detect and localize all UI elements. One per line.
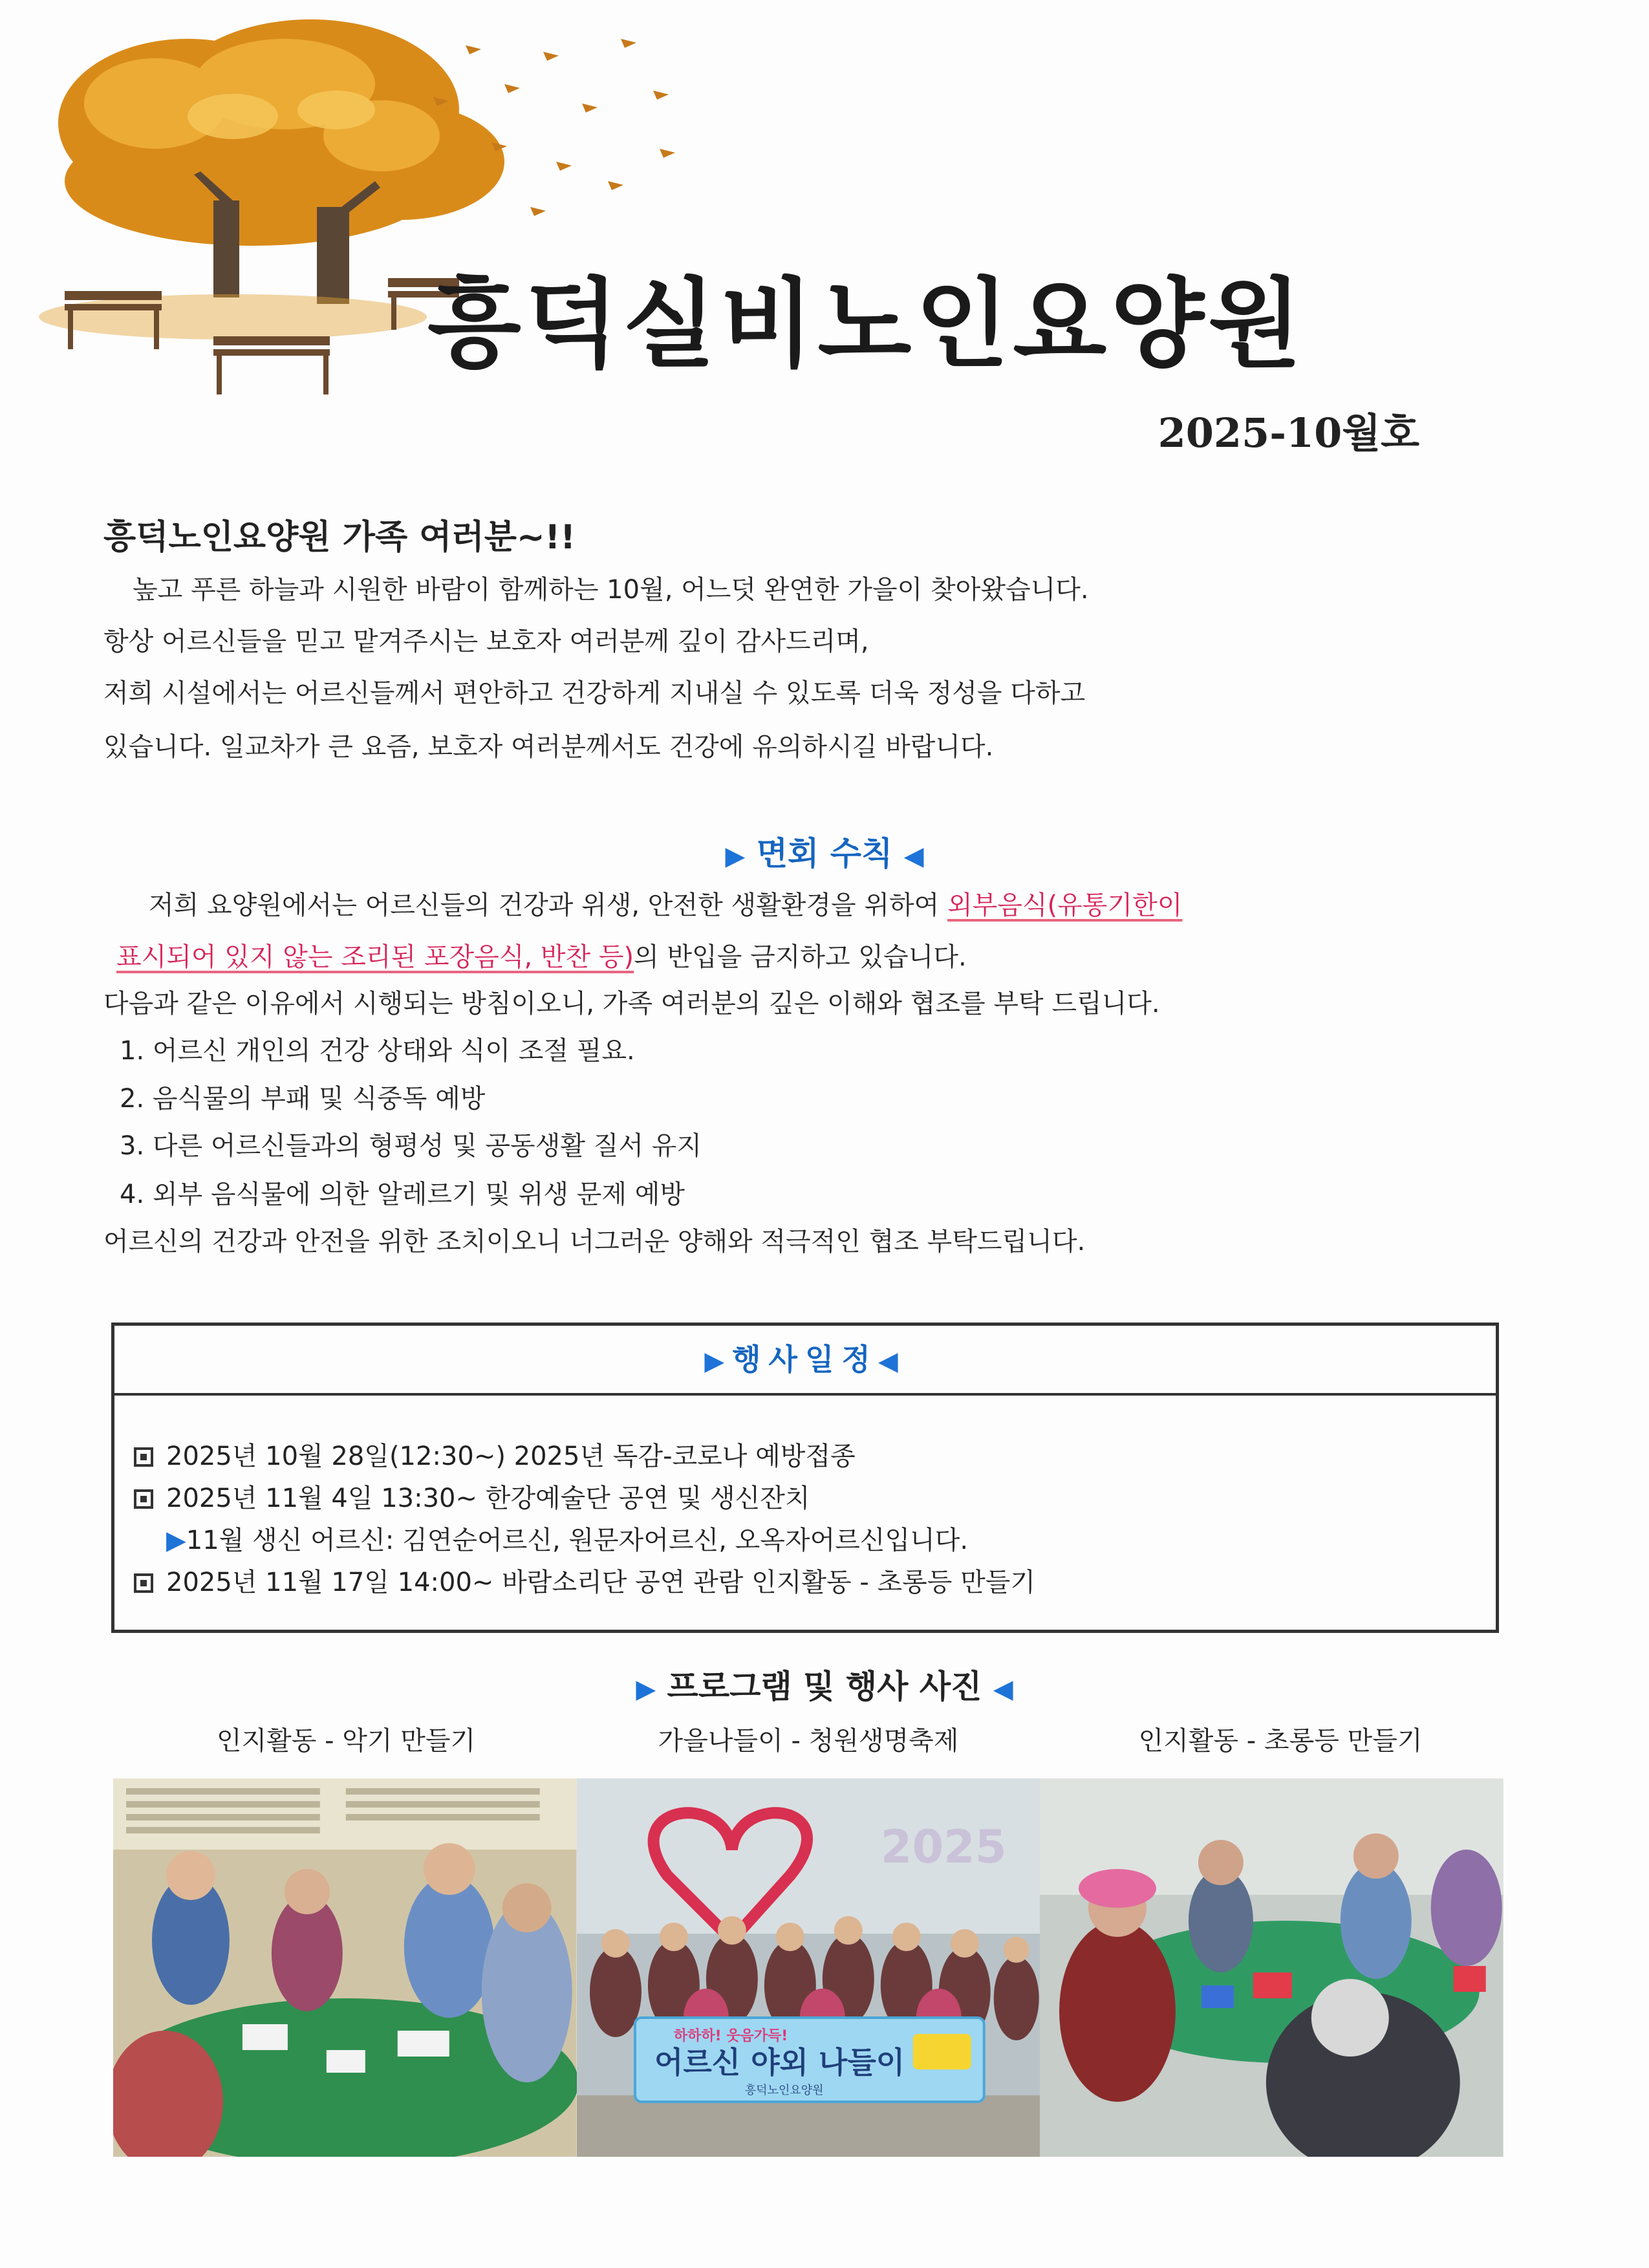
schedule-subnote (166, 1520, 968, 1557)
greeting-line: 높고 푸른 하늘과 시원한 바람이 함께하는 10월, 어느덧 완연한 가을이 찾아왔습니다. (133, 575, 1089, 605)
schedule-item-text: 2025년 11월 17일 14:00~ 바람소리단 공연 관람 인지활동 - 초롱등 만들기 (166, 1568, 1036, 1597)
schedule-title: 행사일정 (732, 1342, 878, 1377)
schedule-item (134, 1478, 810, 1515)
triangle-right-icon: ▶ (636, 1674, 656, 1704)
rule-item: 3. 다른 어르신들과의 형평성 및 공동생활 질서 유지 (120, 1131, 702, 1161)
photo-lantern-making (1040, 1778, 1503, 2157)
triangle-right-icon: ▶ (704, 1346, 733, 1376)
triangle-right-icon: ▶ (725, 841, 746, 871)
greeting-title: 흥덕노인요양원 가족 여러분~!! (103, 518, 576, 557)
greeting-line: 있습니다. 일교차가 큰 요즘, 보호자 여러분께서도 건강에 유의하시길 바랍니다. (103, 732, 994, 762)
photo-instrument-making (113, 1778, 577, 2157)
schedule-item-text: 2025년 11월 4일 13:30~ 한강예술단 공연 및 생신잔치 (166, 1484, 810, 1513)
highlight-text: 표시되어 있지 않는 조리된 포장음식, 반찬 등) (116, 942, 634, 972)
triangle-left-icon: ◀ (993, 1674, 1013, 1704)
photo-caption: 가을나들이 - 청원생명축제 (658, 1726, 959, 1756)
highlight-text: 외부음식(유통기한이 (947, 891, 1183, 920)
greeting-line: 항상 어르신들을 믿고 맡겨주시는 보호자 여러분께 깊이 감사드리며, (103, 627, 869, 656)
schedule-heading (114, 1326, 1496, 1396)
visit-rules-line (116, 943, 967, 971)
schedule-item (134, 1436, 856, 1473)
banner-main-text: 어르신 야외 나들이 (654, 2044, 905, 2080)
checkbox-square-icon (134, 1573, 153, 1593)
triangle-left-icon: ◀ (903, 841, 924, 871)
photos-heading (0, 1661, 1649, 1707)
photo-autumn-outing (577, 1778, 1040, 2157)
visit-rules-text: 저희 요양원에서는 어르신들의 건강과 위생, 안전한 생활환경을 위하여 (149, 891, 947, 920)
schedule-item-text: 2025년 10월 28일(12:30~) 2025년 독감-코로나 예방접종 (166, 1442, 856, 1471)
visit-rules-text: 의 반입을 금지하고 있습니다. (634, 942, 967, 972)
newsletter-title: 흥덕실비노인요양원 (427, 267, 1306, 381)
rule-item: 2. 음식물의 부패 및 식중독 예방 (120, 1084, 486, 1114)
schedule-item (134, 1562, 1035, 1599)
birthday-note: 11월 생신 어르신: 김연순어르신, 원문자어르신, 오옥자어르신입니다. (186, 1526, 969, 1555)
photo-caption: 인지활동 - 초롱등 만들기 (1138, 1726, 1423, 1756)
visit-rules-line: 다음과 같은 이유에서 시행되는 방침이오니, 가족 여러분의 깊은 이해와 협조를 부탁 드립니다. (103, 989, 1160, 1019)
rule-item: 1. 어르신 개인의 건강 상태와 식이 조절 필요. (120, 1036, 635, 1066)
checkbox-square-icon (134, 1447, 153, 1467)
banner-sub-text: 흥덕노인요양원 (744, 2083, 824, 2098)
visit-rules-closing: 어르신의 건강과 안전을 위한 조치이오니 너그러운 양해와 적극적인 협조 부탁드립니다. (103, 1227, 1086, 1257)
checkbox-square-icon (134, 1489, 153, 1509)
banner-top-text: 하하하! 웃음가득! (673, 2027, 788, 2045)
visit-rules-title: 면회 수칙 (756, 835, 893, 872)
balloon-2025-text: 2025 (880, 1820, 1007, 1874)
rule-item: 4. 외부 음식물에 의한 알레르기 및 위생 문제 예방 (120, 1180, 685, 1209)
greeting-line: 저희 시설에서는 어르신들께서 편안하고 건강하게 지내실 수 있도록 더욱 정성을 다하고 (103, 678, 1086, 708)
photo-caption: 인지활동 - 악기 만들기 (216, 1726, 476, 1756)
photo-strip (113, 1778, 1503, 2157)
photos-title: 프로그램 및 행사 사진 (667, 1668, 982, 1705)
issue-label: 2025-10월호 (1158, 409, 1419, 457)
triangle-right-icon: ▶ (166, 1526, 186, 1555)
visit-rules-heading (0, 828, 1649, 874)
triangle-left-icon: ◀ (878, 1346, 906, 1376)
event-schedule-box (111, 1323, 1499, 1633)
visit-rules-line (149, 891, 1182, 920)
